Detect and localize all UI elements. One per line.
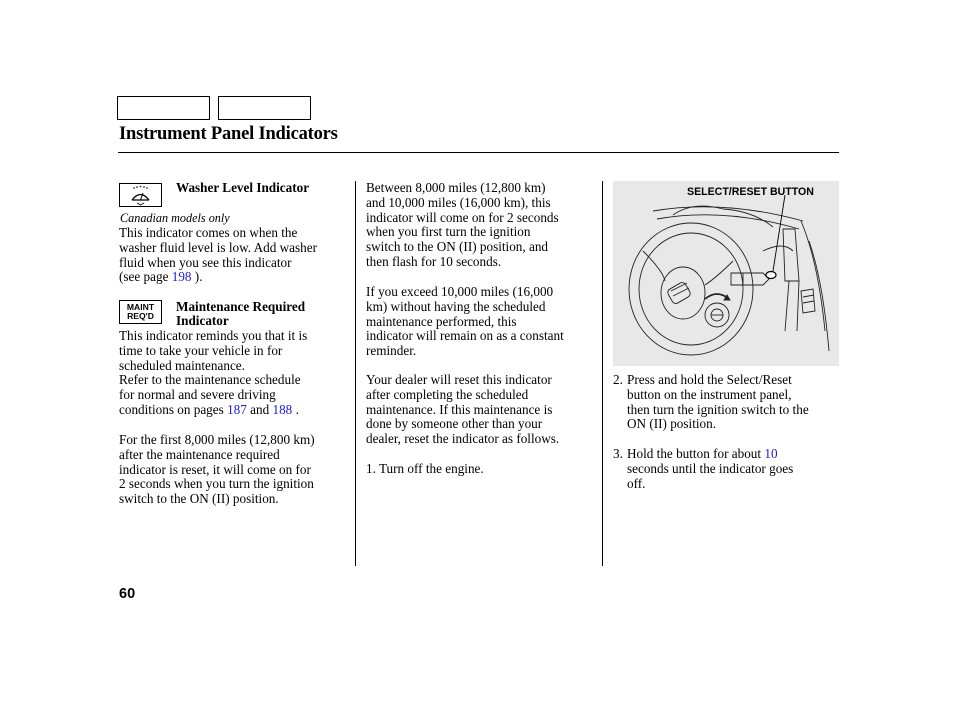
- text-line: fluid when you see this indicator: [119, 254, 292, 270]
- column-divider-1: [355, 181, 356, 566]
- nav-button-main-menu[interactable]: [117, 96, 210, 120]
- washer-level-icon: [119, 183, 162, 207]
- text-line: [119, 403, 351, 418]
- maint-heading: [176, 300, 305, 328]
- maint-paragraph: [119, 329, 351, 418]
- figure-label: SELECT/RESET BUTTON: [687, 186, 814, 198]
- page-link-188[interactable]: 188: [272, 401, 293, 417]
- text-line: This indicator comes on when the: [119, 225, 298, 240]
- text-span: and: [246, 401, 273, 417]
- text-line: reminder.: [366, 343, 417, 359]
- step-body: [627, 447, 793, 491]
- text-line: indicator will remain on as a constant: [366, 328, 564, 344]
- text-line: and 10,000 miles (16,000 km), this: [366, 194, 551, 210]
- page-title: Instrument Panel Indicators: [119, 124, 338, 144]
- text-line: Your dealer will reset this indicator: [366, 372, 552, 387]
- step-number: 3.: [613, 446, 623, 461]
- text-span: ).: [191, 269, 203, 285]
- text-line: ON (II) position.: [627, 416, 717, 432]
- text-span: conditions on pages: [119, 401, 228, 417]
- washer-heading: Washer Level Indicator: [176, 180, 310, 195]
- text-span: (see page: [119, 269, 172, 285]
- nav-button-table-of-contents[interactable]: [218, 96, 311, 120]
- steering-wheel-illustration: [613, 181, 839, 366]
- text-line: time to take your vehicle in for: [119, 342, 283, 358]
- text-line: 2 seconds when you turn the ignition: [119, 476, 314, 492]
- dealer-reset-paragraph: [366, 373, 600, 447]
- text-line: scheduled maintenance.: [119, 357, 245, 373]
- text-line: after completing the scheduled: [366, 386, 529, 402]
- text-span: Hold the button for about: [627, 446, 765, 461]
- text-line: switch to the ON (II) position, and: [366, 239, 549, 255]
- text-line: [627, 447, 793, 462]
- page-number: 60: [119, 586, 136, 602]
- text-span: .: [292, 401, 299, 417]
- text-line: washer fluid level is low. Add washer: [119, 239, 318, 255]
- dashboard-drawing-icon: [613, 181, 839, 366]
- text-line: indicator will come on for 2 seconds: [366, 209, 559, 225]
- step-1: 1. Turn off the engine.: [366, 461, 484, 476]
- page-link-10[interactable]: 10: [764, 446, 778, 461]
- page-link-198[interactable]: 198: [171, 269, 192, 285]
- exceed-miles-paragraph: [366, 285, 600, 359]
- washer-paragraph: [119, 226, 351, 285]
- title-divider: [118, 152, 839, 153]
- text-line: button on the instrument panel,: [627, 386, 792, 402]
- page-link-187[interactable]: 187: [227, 401, 247, 417]
- column-divider-2: [602, 181, 603, 566]
- text-line: indicator is reset, it will come on for: [119, 461, 311, 477]
- text-line: Press and hold the Select/Reset: [627, 372, 792, 387]
- icon-text: REQ'D: [127, 311, 154, 321]
- text-line: for normal and severe driving: [119, 387, 276, 403]
- text-line: maintenance. If this maintenance is: [366, 401, 553, 417]
- text-line: If you exceed 10,000 miles (16,000: [366, 284, 554, 299]
- text-line: dealer, reset the indicator as follows.: [366, 431, 560, 447]
- text-line: after the maintenance required: [119, 446, 280, 462]
- text-line: [119, 270, 351, 285]
- text-line: maintenance performed, this: [366, 313, 517, 329]
- text-line: switch to the ON (II) position.: [119, 491, 279, 507]
- text-line: done by someone other than your: [366, 416, 543, 432]
- heading-line: Indicator: [176, 313, 229, 329]
- text-line: when you first turn the ignition: [366, 224, 531, 240]
- first-miles-paragraph: [119, 433, 351, 507]
- washer-note: Canadian models only: [120, 211, 230, 225]
- text-line: seconds until the indicator goes: [627, 460, 794, 476]
- text-line: This indicator reminds you that it is: [119, 328, 308, 343]
- heading-line: Maintenance Required: [176, 299, 306, 314]
- text-line: Refer to the maintenance schedule: [119, 372, 301, 388]
- step-body: [627, 373, 809, 432]
- maint-reqd-icon: [119, 300, 162, 324]
- text-line: then turn the ignition switch to the: [627, 401, 809, 417]
- icon-text: MAINT: [126, 302, 155, 312]
- text-line: Between 8,000 miles (12,800 km): [366, 180, 546, 195]
- text-line: For the first 8,000 miles (12,800 km): [119, 432, 315, 447]
- step-number: 2.: [613, 372, 623, 387]
- between-miles-paragraph: [366, 181, 600, 270]
- text-line: off.: [627, 475, 646, 491]
- text-line: km) without having the scheduled: [366, 298, 546, 314]
- text-line: then flash for 10 seconds.: [366, 253, 502, 269]
